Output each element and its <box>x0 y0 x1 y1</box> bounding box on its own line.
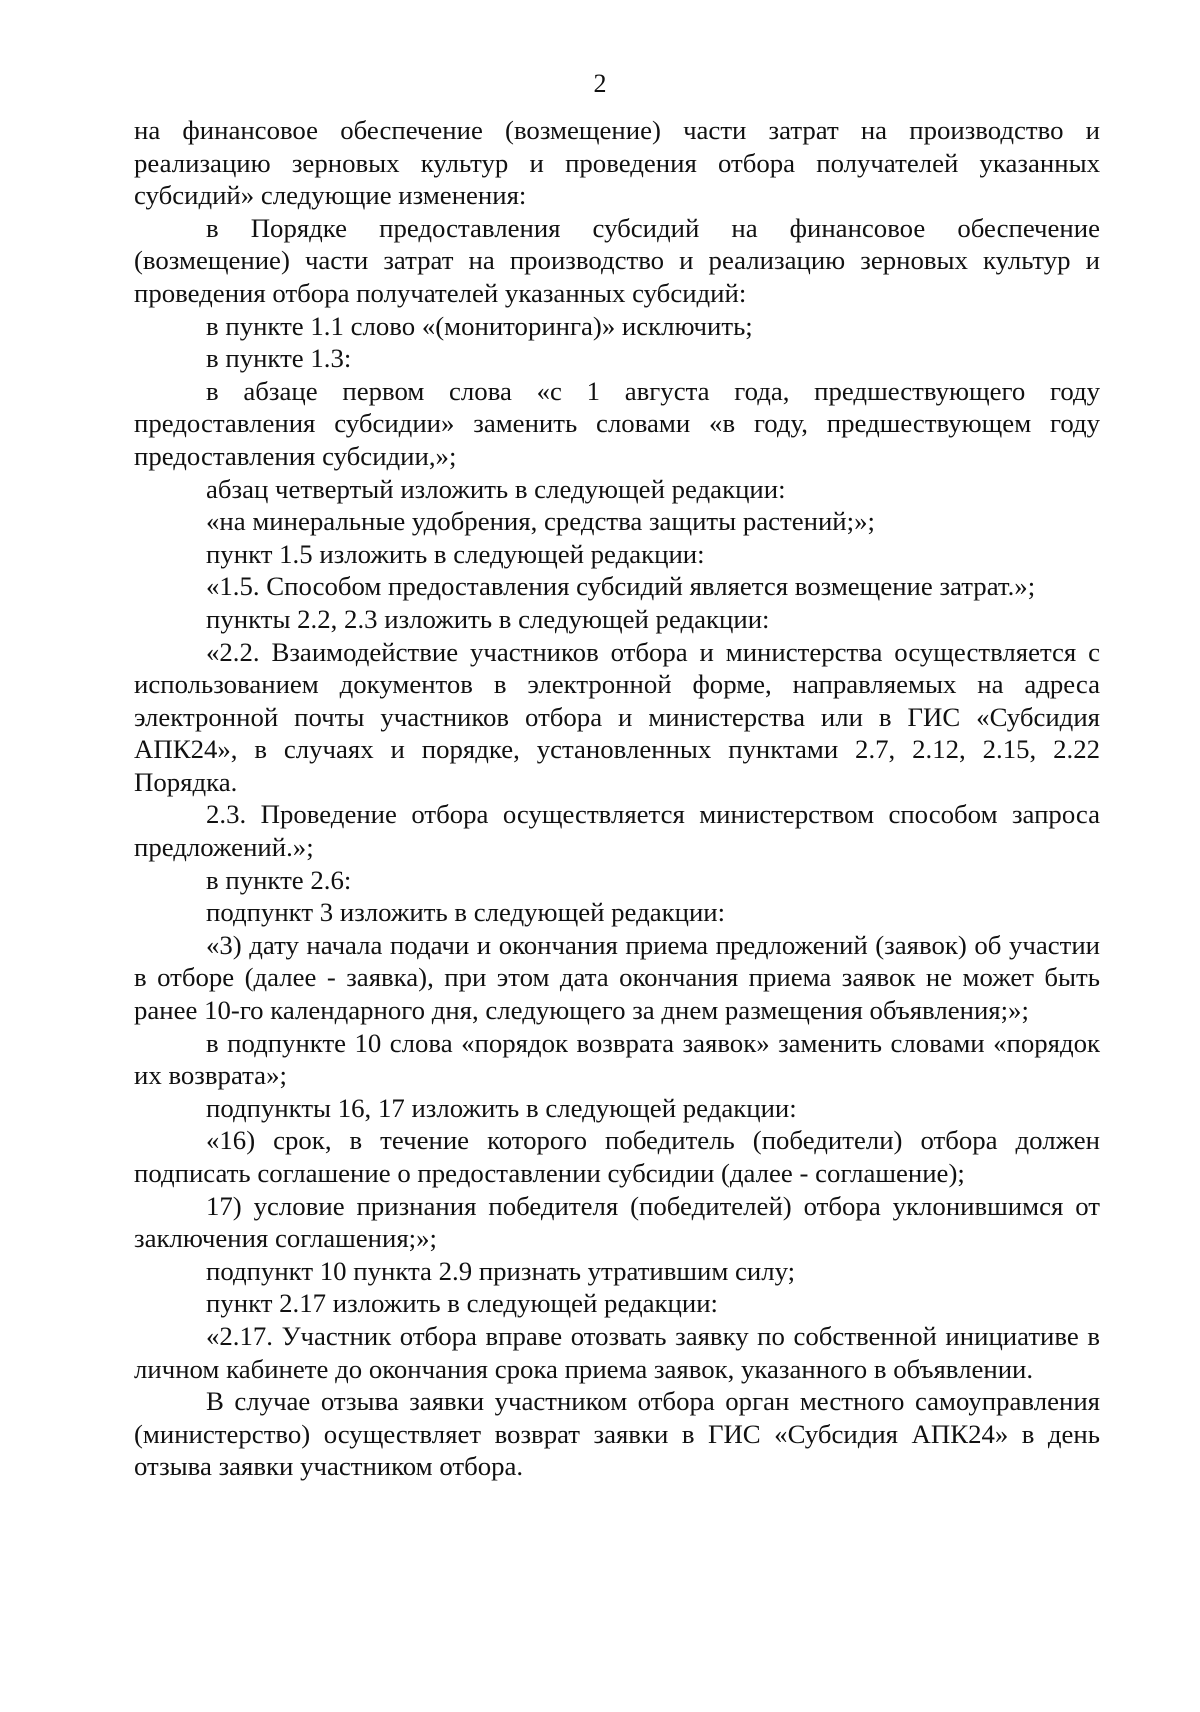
paragraph: в пункте 2.6: <box>206 864 352 895</box>
paragraph: 2.3. Проведение отбора осуществляется министерством способом запроса предложений.»; <box>134 799 1100 863</box>
paragraph: в подпункте 10 слова «порядок возврата заявок» заменить словами «порядок их возврата»; <box>134 1027 1100 1091</box>
paragraph: 17) условие признания победителя (победителей) отбора уклонившимся от заключения соглашения;»; <box>134 1190 1100 1254</box>
paragraph: в пункте 1.1 слово «(мониторинга)» исключить; <box>206 310 753 341</box>
paragraph: В случае отзыва заявки участником отбора орган местного самоуправления (министерство) осуществляет возврат заявки в ГИС «Субсидия АПК24» в день отзыва заявки участником отбора. <box>134 1386 1100 1482</box>
paragraph: в абзаце первом слова «с 1 августа года, предшествующего году предоставления субсидии» заменить словами «в году, предшествующем году предоставления субсидии,»; <box>134 375 1100 471</box>
paragraph: «3) дату начала подачи и окончания приема предложений (заявок) об участии в отборе (далее - заявка), при этом дата окончания приема заявок не может быть ранее 10-го календарного дня, следующего за днем размещения объявления;»; <box>134 929 1100 1026</box>
page-number: 2 <box>593 69 607 98</box>
paragraph: в пункте 1.3: <box>206 343 352 374</box>
paragraph: «1.5. Способом предоставления субсидий является возмещение затрат.»; <box>206 571 1036 602</box>
paragraph: пункт 1.5 изложить в следующей редакции: <box>206 538 705 569</box>
paragraph: подпункт 10 пункта 2.9 признать утратившим силу; <box>206 1255 796 1286</box>
document-body <box>134 114 1100 1483</box>
paragraph: «2.2. Взаимодействие участников отбора и министерства осуществляется с использованием документов в электронной форме, направляемых на адреса электронной почты участников отбора и министерства или в ГИС «Субсидия АПК24», в случаях и порядке, установленных пунктами 2.7, 2.12, 2.15, 2.22 Порядка. <box>134 636 1100 797</box>
paragraph: абзац четвертый изложить в следующей редакции: <box>206 473 786 504</box>
paragraph: «16) срок, в течение которого победитель (победители) отбора должен подписать соглашение о предоставлении субсидии (далее - соглашение); <box>134 1125 1100 1188</box>
paragraph: пункты 2.2, 2.3 изложить в следующей редакции: <box>206 603 770 634</box>
paragraph: «на минеральные удобрения, средства защиты растений;»; <box>206 506 875 537</box>
paragraph: подпункты 16, 17 изложить в следующей редакции: <box>206 1092 797 1123</box>
paragraph: в Порядке предоставления субсидий на финансовое обеспечение (возмещение) части затрат на производство и реализацию зерновых культур и проведения отбора получателей указанных субсидий: <box>134 212 1100 308</box>
paragraph: подпункт 3 изложить в следующей редакции: <box>206 897 726 928</box>
paragraph: пункт 2.17 изложить в следующей редакции: <box>206 1288 718 1319</box>
paragraph: «2.17. Участник отбора вправе отозвать заявку по собственной инициативе в личном кабинете до окончания срока приема заявок, указанного в объявлении. <box>134 1320 1100 1384</box>
paragraph: на финансовое обеспечение (возмещение) части затрат на производство и реализацию зерновых культур и проведения отбора получателей указанных субсидий» следующие изменения: <box>134 115 1100 211</box>
